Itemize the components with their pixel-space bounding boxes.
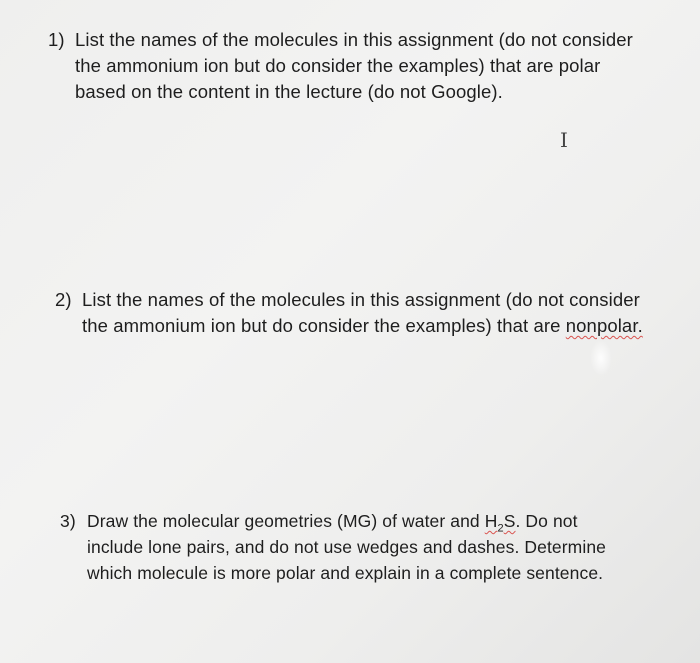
nonpolar-word: nonpolar.	[565, 315, 643, 336]
question-3-text	[60, 508, 640, 586]
question-2-text	[55, 287, 655, 339]
question-3	[60, 508, 640, 586]
question-1-text	[48, 27, 648, 105]
question-2	[55, 287, 655, 339]
question-3-line-2: include lone pairs, and do not use wedges and dashes. Determine	[87, 537, 606, 557]
question-3-line-1-post: . Do not	[515, 511, 578, 531]
question-2-line-2-text: the ammonium ion but do consider the examples) that are	[82, 315, 566, 336]
text-cursor-icon: I	[560, 128, 568, 152]
question-3-line-1	[87, 508, 640, 534]
h2s-formula-s: S	[503, 511, 516, 531]
h2s-formula	[484, 511, 516, 535]
question-2-line-1: List the names of the molecules in this assignment (do not consider	[82, 289, 640, 310]
question-2-line-2	[82, 313, 655, 339]
h2s-formula-h: H	[484, 511, 498, 531]
question-1-line-3: based on the content in the lecture (do not Google).	[75, 81, 503, 102]
question-1-number: 1)	[48, 29, 65, 50]
question-1	[48, 27, 648, 105]
question-1-line-1: List the names of the molecules in this assignment (do not consider	[75, 29, 633, 50]
screen-glare	[590, 340, 612, 376]
question-3-number: 3)	[60, 511, 76, 531]
question-1-line-2: the ammonium ion but do consider the examples) that are polar	[75, 55, 601, 76]
question-3-line-3: which molecule is more polar and explain in a complete sentence.	[87, 563, 604, 583]
h2s-formula-subscript: 2	[497, 522, 504, 535]
question-2-number: 2)	[55, 289, 72, 310]
question-3-line-1-pre: Draw the molecular geometries (MG) of water and	[87, 511, 485, 531]
